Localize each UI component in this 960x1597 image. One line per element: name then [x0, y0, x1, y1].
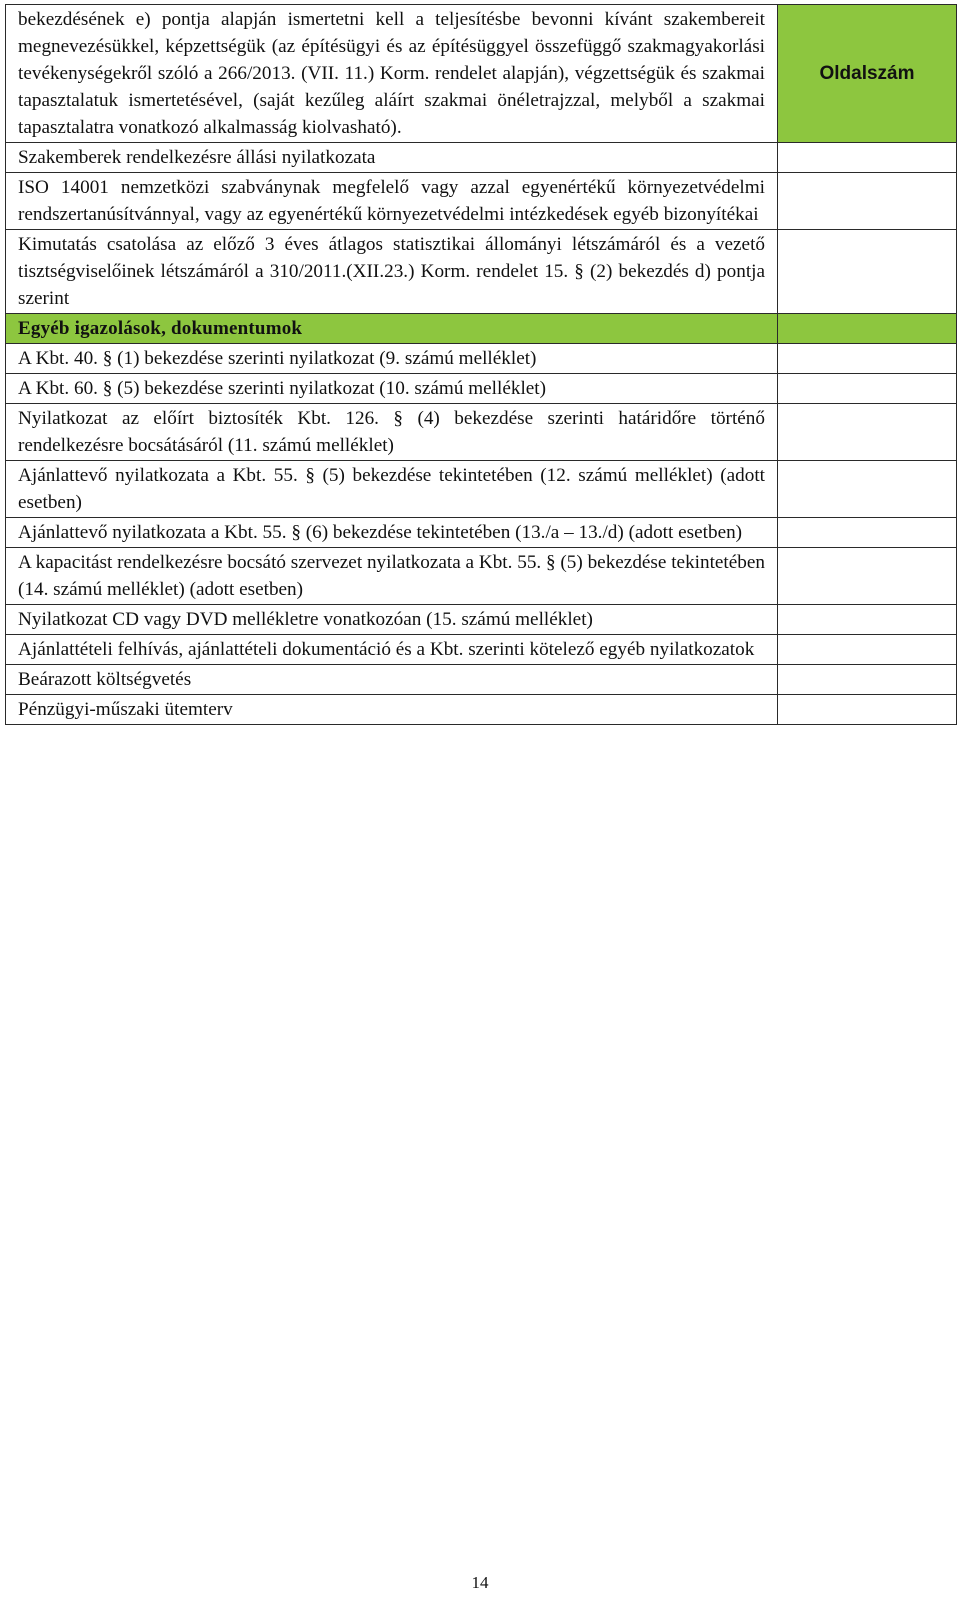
table-row — [6, 635, 957, 665]
page-number-cell — [778, 374, 957, 404]
page-number-cell — [778, 344, 957, 374]
table-row — [6, 695, 957, 725]
page-number-cell — [778, 461, 957, 518]
section-heading: Egyéb igazolások, dokumentumok — [6, 314, 778, 344]
item-text: Nyilatkozat az előírt biztosíték Kbt. 126. § (4) bekezdése szerinti határidőre történő rendelkezésre bocsátásáról (11. számú melléklet) — [6, 404, 778, 461]
page-number-cell — [778, 173, 957, 230]
item-text: Ajánlattételi felhívás, ajánlattételi dokumentáció és a Kbt. szerinti kötelező egyéb nyilatkozatok — [6, 635, 778, 665]
page-number-cell — [778, 230, 957, 314]
page-number-cell — [778, 605, 957, 635]
table-row — [6, 518, 957, 548]
item-text: Szakemberek rendelkezésre állási nyilatkozata — [6, 143, 778, 173]
item-text: Nyilatkozat CD vagy DVD mellékletre vonatkozóan (15. számú melléklet) — [6, 605, 778, 635]
page-number-cell — [778, 518, 957, 548]
table-row — [6, 230, 957, 314]
table-row — [6, 404, 957, 461]
item-text: ISO 14001 nemzetközi szabványnak megfelelő vagy azzal egyenértékű környezetvédelmi rendszertanúsítvánnyal, vagy az egyenértékű környezetvédelmi intézkedések egyéb bizonyítékai — [6, 173, 778, 230]
page-number: 14 — [471, 1573, 489, 1592]
page-number-cell — [778, 143, 957, 173]
table-row — [6, 374, 957, 404]
page-number-cell — [778, 695, 957, 725]
section-heading-row — [6, 314, 957, 344]
page-column-header: Oldalszám — [778, 5, 957, 143]
item-text: Kimutatás csatolása az előző 3 éves átlagos statisztikai állományi létszámáról és a vezető tisztségviselőinek létszámáról a 310/2011.(XII.23.) Korm. rendelet 15. § (2) bekezdés d) pontja szerint — [6, 230, 778, 314]
item-text: A Kbt. 60. § (5) bekezdése szerinti nyilatkozat (10. számú melléklet) — [6, 374, 778, 404]
page-number-cell — [778, 548, 957, 605]
item-text: A kapacitást rendelkezésre bocsátó szervezet nyilatkozata a Kbt. 55. § (5) bekezdése tekintetében (14. számú melléklet) (adott esetben) — [6, 548, 778, 605]
page-number-cell — [778, 404, 957, 461]
item-text: bekezdésének e) pontja alapján ismertetni kell a teljesítésbe bevonni kívánt szakembereit megnevezésükkel, képzettségük (az építésügyi és az építésüggyel összefüggő szakmagyakorlási tevékenységekről szóló a 266/2013. (VII. 11.) Korm. rendelet alapján), végzettségük és szakmai tapasztalatuk ismertetésével, (saját kezűleg aláírt szakmai önéletrajzzal, melyből a szakmai tapasztalatra vonatkozó alkalmasság kiolvasható). — [6, 5, 778, 143]
table-row — [6, 173, 957, 230]
document-checklist-table — [5, 4, 957, 725]
item-text: Ajánlattevő nyilatkozata a Kbt. 55. § (5) bekezdése tekintetében (12. számú melléklet) (adott esetben) — [6, 461, 778, 518]
page-number-cell — [778, 635, 957, 665]
item-text: A Kbt. 40. § (1) bekezdése szerinti nyilatkozat (9. számú melléklet) — [6, 344, 778, 374]
table-row — [6, 548, 957, 605]
page-number-cell — [778, 314, 957, 344]
item-text: Beárazott költségvetés — [6, 665, 778, 695]
table-row — [6, 461, 957, 518]
item-text: Pénzügyi-műszaki ütemterv — [6, 695, 778, 725]
item-text: Ajánlattevő nyilatkozata a Kbt. 55. § (6) bekezdése tekintetében (13./a – 13./d) (adott esetben) — [6, 518, 778, 548]
table-row — [6, 665, 957, 695]
table-row — [6, 605, 957, 635]
table-row — [6, 143, 957, 173]
page-number-cell — [778, 665, 957, 695]
table-row — [6, 5, 957, 143]
table-row — [6, 344, 957, 374]
